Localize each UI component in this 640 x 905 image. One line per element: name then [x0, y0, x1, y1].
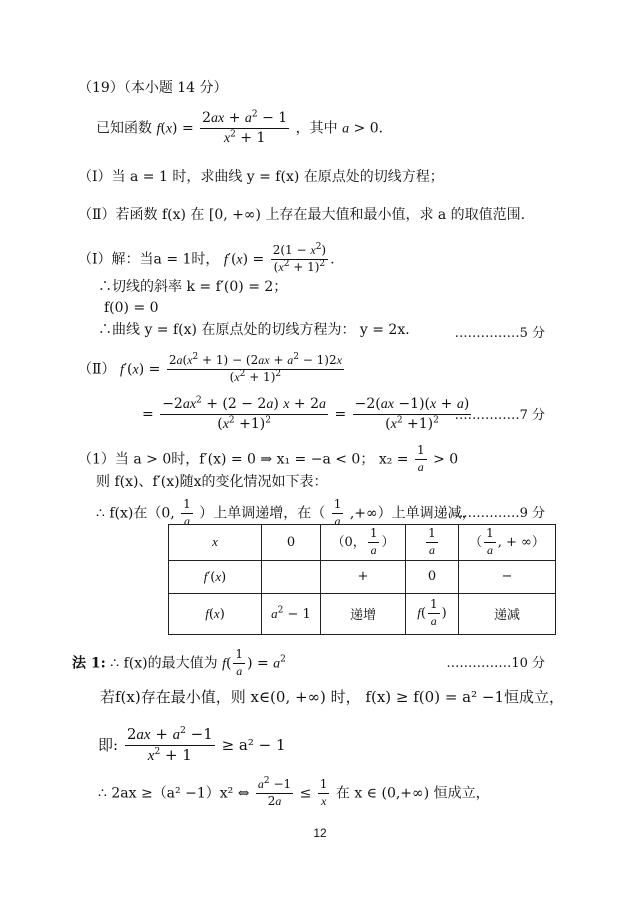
- table-cell: 0: [406, 560, 459, 593]
- table-cell: （ $\frac{1}{a}$ , + ∞）: [459, 525, 556, 561]
- inequality-fraction: $\frac{2ax + a^2 -1}{x^2 + 1}$: [126, 725, 213, 765]
- table-cell: 递减: [459, 593, 556, 634]
- tangent-line: ∴曲线 y = f(x) 在原点处的切线方程为： y = 2x．: [98, 322, 420, 338]
- part2-label: （Ⅱ）: [78, 361, 116, 378]
- score-5: ……………5 分: [454, 326, 545, 341]
- table-row: [169, 525, 556, 561]
- table-cell: f(x): [169, 593, 262, 634]
- final-line: ∴ 2ax ≥（a² −1）x² ⇔ $\frac{a^2 -1}{2a}$ ≤ $\frac{1}{x}$ 在 x ∈ (0,+∞) 恒成立，: [98, 776, 490, 808]
- score-7: ……………7 分: [454, 408, 545, 423]
- table-cell: f′(x): [169, 560, 262, 593]
- table-cell: $\frac{1}{a}$: [406, 525, 459, 561]
- table-cell: 0: [262, 525, 321, 561]
- table-cell: f( $\frac{1}{a}$ ): [406, 593, 459, 634]
- part1-label: （Ⅰ）解：当a = 1时，: [78, 251, 220, 268]
- table-cell: 递增: [321, 593, 406, 634]
- solution-part1: （Ⅰ）解：当a = 1时， f′(x) = $\frac{2(1 - x^2)}{(x^2 + 1)^2}$ .: [78, 242, 335, 274]
- part1-derivative-fraction: $\frac{2(1 - x^2)}{(x^2 + 1)^2}$: [272, 242, 327, 274]
- problem-intro: 已知函数 f(x) = $\frac{2ax + a^2 - 1}{x^2 + 1}$ ，其中 a > 0．: [96, 109, 393, 147]
- slope-line: ∴切线的斜率 k = f′(0) = 2；: [98, 279, 288, 295]
- table-cell: [262, 560, 321, 593]
- min-condition-line: 若f(x)存在最小值，则 x∈(0, +∞) 时， f(x) ≥ f(0) = a² −1恒成立，: [100, 688, 564, 706]
- case-1: （1）当 a > 0时，f′(x) = 0 ⇒ x₁ = −a < 0； x₂ = $\frac{1}{a}$ > 0: [78, 443, 459, 474]
- page-number: 12: [313, 826, 327, 840]
- variation-table: [168, 524, 556, 635]
- table-row: [169, 593, 556, 634]
- intro-prefix: 已知函数: [96, 120, 152, 137]
- part2-fraction-2: $\frac{-2ax^2 + (2 - 2a) x + 2a}{(x^2 +1)^2}$: [162, 395, 327, 433]
- score-9: ……………9 分: [454, 506, 545, 521]
- case-1-text: （1）当 a > 0时，f′(x) = 0 ⇒ x₁ = −a < 0；: [78, 451, 375, 468]
- table-cell: +: [321, 560, 406, 593]
- f0-line: f(0) = 0: [104, 300, 159, 316]
- x2-fraction: $\frac{1}{a}$: [416, 443, 425, 474]
- intro-fraction: $\frac{2ax + a^2 - 1}{x^2 + 1}$: [202, 109, 288, 147]
- change-intro: 则 f(x)、f′(x)随x的变化情况如下表：: [96, 474, 328, 490]
- method-1: 法 1: ∴ f(x)的最大值为 f( $\frac{1}{a}$ ) = $a^2$: [72, 647, 286, 678]
- part2-fraction-3: $\frac{-2(ax -1)(x + a)}{(x^2 +1)^2}$: [354, 396, 470, 433]
- intro-suffix: ，其中: [295, 120, 338, 137]
- question-1: （Ⅰ）当 a = 1 时，求曲线 y = f(x) 在原点处的切线方程；: [78, 169, 444, 185]
- problem-header: （19）（本小题 14 分）: [78, 80, 228, 96]
- table-cell: （0， $\frac{1}{a}$ ）: [321, 525, 406, 561]
- table-cell: x: [169, 525, 262, 561]
- table-cell: $a^2 - 1$: [262, 593, 321, 634]
- monotonic-line: ∴ f(x)在（0, $\frac{1}{a}$ ）上单调递增，在（ $\frac{1}{a}$ ,+∞）上单调递减，: [96, 497, 476, 528]
- table-cell: −: [459, 560, 556, 593]
- part2-fraction-1: $\frac{2a(x^2 + 1) - (2ax + a^2 - 1)2x}{(x^2 + 1)^2}$: [168, 352, 342, 384]
- inequality-line: 即: $\frac{2ax + a^2 -1}{x^2 + 1}$ ≥ a² − 1: [98, 725, 286, 765]
- table-row: [169, 560, 556, 593]
- method-1-label: 法 1:: [72, 655, 106, 672]
- part2-derivative: （Ⅱ） f′(x) = $\frac{2a(x^2 + 1) - (2ax + a^2 - 1)2x}{(x^2 + 1)^2}$: [78, 352, 342, 384]
- question-2: （Ⅱ）若函数 f(x) 在 [0, +∞) 上存在最大值和最小值，求 a 的取值范围.: [78, 207, 526, 223]
- part2-simplified: = $\frac{-2ax^2 + (2 - 2a) x + 2a}{(x^2 +1)^2}$ = $\frac{-2(ax -1)(x + a)}{(x^2 +1)^2}$: [142, 395, 470, 433]
- score-10: ……………10 分: [446, 656, 545, 671]
